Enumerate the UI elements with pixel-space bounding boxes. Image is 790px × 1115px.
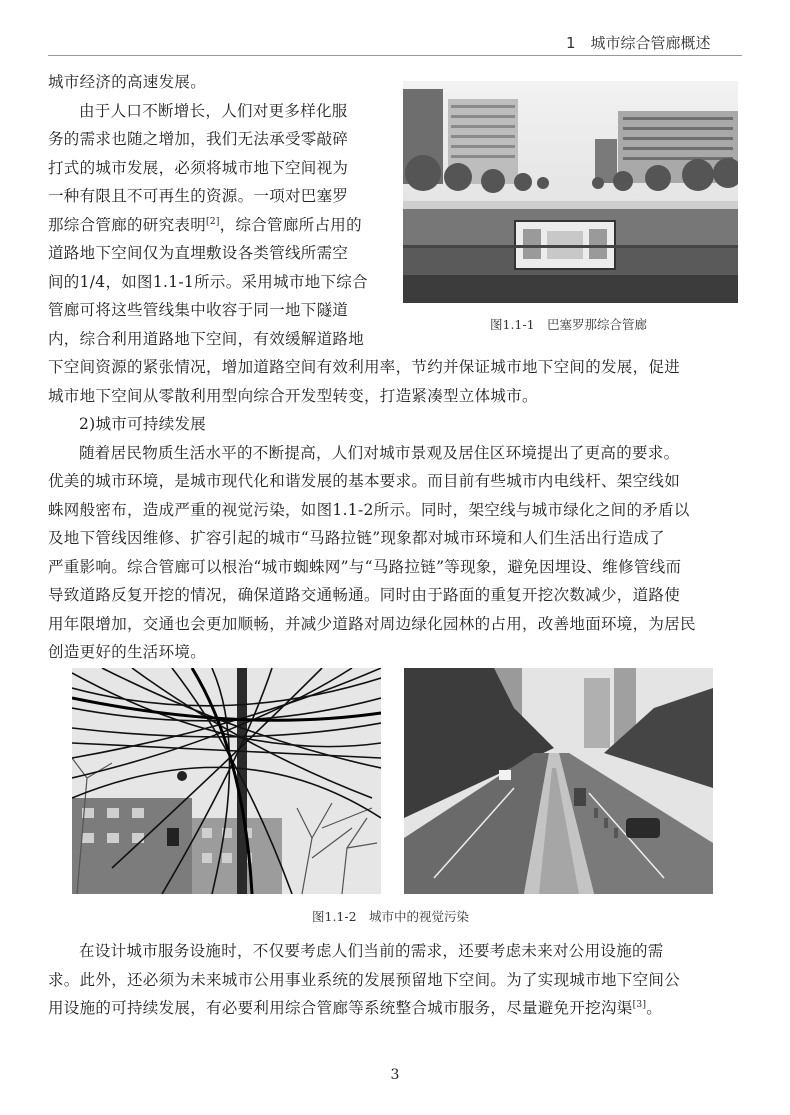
text-line: 优美的城市环境，是城市现代化和谐发展的基本要求。而目前有些城市内电线杆、架空线如 xyxy=(48,472,681,490)
citation: [3] xyxy=(632,999,647,1010)
text-line: 一种有限且不可再生的资源。一项对巴塞罗 xyxy=(48,187,349,205)
text-line: 严重影响。综合管廊可以根治“城市蜘蛛网”与“马路拉链”等现象，避免因埋设、维修管线而 xyxy=(48,558,682,576)
text-fragment: 用设施的可持续发展，有必要利用综合管廊等系统整合城市服务，尽量避免开挖沟渠 xyxy=(48,999,633,1017)
text-line xyxy=(48,994,662,1023)
text-line: 用年限增加，交通也会更加顺畅，并减少道路对周边绿化园林的占用，改善地面环境，为居民 xyxy=(48,615,696,633)
text-line: 务的需求也随之增加，我们无法承受零敲碎 xyxy=(48,130,349,148)
text-line: 求。此外，还必须为未来城市公用事业系统的发展预留地下空间。为了实现城市地下空间公 xyxy=(48,971,681,989)
road-excavation-illustration xyxy=(404,668,713,894)
text-line: 下空间资源的紧张情况，增加道路空间有效利用率，节约并保证城市地下空间的发展，促进 xyxy=(48,358,681,376)
text-line: 蛛网般密布，造成严重的视觉污染，如图1.1-2所示。同时，架空线与城市绿化之间的矛盾以 xyxy=(48,501,690,519)
text-line: 随着居民物质生活水平的不断提高，人们对城市景观及居住区环境提出了更高的要求。 xyxy=(79,444,680,462)
figure-barcelona-utility-tunnel xyxy=(403,81,738,303)
text-line: 在设计城市服务设施时，不仅要考虑人们当前的需求，还要考虑未来对公用设施的需 xyxy=(79,942,664,960)
text-line: 间的1/4，如图1.1-1所示。采用城市地下综合 xyxy=(48,273,368,291)
text-line: 内，综合利用道路地下空间，有效缓解道路地 xyxy=(48,330,365,348)
citation: [2] xyxy=(206,216,220,227)
figure-caption: 图1.1-2 城市中的视觉污染 xyxy=(312,909,470,924)
section-heading: 2)城市可持续发展 xyxy=(79,415,207,433)
text-line: 城市经济的高速发展。 xyxy=(48,73,207,91)
figure-road-excavation-photo xyxy=(404,668,713,894)
figure-caption: 图1.1-1 巴塞罗那综合管廊 xyxy=(490,317,648,332)
header-rule xyxy=(48,55,742,56)
running-head: 1 城市综合管廊概述 xyxy=(566,34,711,52)
page-number: 3 xyxy=(390,1067,400,1083)
tangled-wires-illustration xyxy=(72,668,381,894)
text-fragment: 。 xyxy=(646,999,663,1017)
text-line: 及地下管线因维修、扩容引起的城市“马路拉链”现象都对城市环境和人们生活出行造成了 xyxy=(48,529,665,547)
text-line: 道路地下空间仅为直埋敷设各类管线所需空 xyxy=(48,244,349,262)
text-line: 城市地下空间从零散利用型向综合开发型转变，打造紧凑型立体城市。 xyxy=(48,387,538,405)
text-line: 导致道路反复开挖的情况，确保道路交通畅通。同时由于路面的重复开挖次数减少，道路使 xyxy=(48,586,681,604)
text-line: 打式的城市发展，必须将城市地下空间视为 xyxy=(48,159,349,177)
figure-tangled-wires-photo xyxy=(72,668,381,894)
text-line xyxy=(48,211,362,240)
barcelona-tunnel-illustration xyxy=(403,81,738,303)
text-line: 创造更好的生活环境。 xyxy=(48,643,207,661)
text-fragment: 那综合管廊的研究表明 xyxy=(48,216,207,234)
text-fragment: ，综合管廊所占用的 xyxy=(219,216,362,234)
text-line: 由于人口不断增长，人们对更多样化服 xyxy=(79,102,348,120)
text-line: 管廊可将这些管线集中收容于同一地下隧道 xyxy=(48,301,349,319)
